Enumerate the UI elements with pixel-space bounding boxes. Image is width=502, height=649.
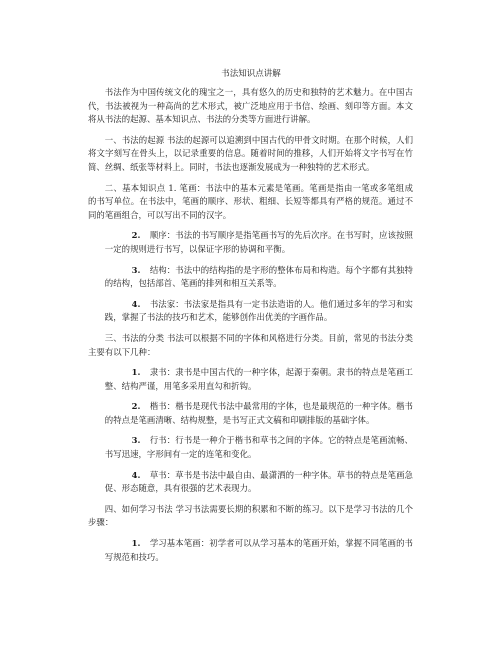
item-text: 草书：草书是书法中最自由、最潇洒的一种字体。草书的特点是笔画急促、形态随意，具有很强的艺术表现力。 — [104, 469, 413, 494]
item-text: 学习基本笔画：初学者可以从学习基本的笔画开始，掌握不同笔画的书写规范和技巧。 — [104, 538, 413, 562]
item-number: 2. — [131, 401, 141, 412]
item-number: 4. — [131, 298, 141, 309]
item-text: 顺序：书法的书写顺序是指笔画书写的先后次序。在书写时，应该按照一定的规则进行书写，以保证字形的协调和平衡。 — [104, 230, 413, 254]
item-number: 4. — [131, 469, 141, 480]
item-text: 行书：行书是一种介于楷书和草书之间的字体。它的特点是笔画流畅、书写迅速，字形间有一定的连笔和变化。 — [104, 435, 413, 460]
basics-item-structure — [88, 264, 413, 291]
item-text: 书法家：书法家是指具有一定书法造诣的人。他们通过多年的学习和实践，掌握了书法的技巧和艺术，能够创作出优美的字画作品。 — [104, 298, 413, 323]
intro-paragraph: 书法作为中国传统文化的瑰宝之一，具有悠久的历史和独特的艺术魅力。在中国古代，书法被视为一种高尚的艺术形式，被广泛地应用于书信、绘画、刻印等方面。本文将从书法的起源、基本知识点、书法的分类等方面进行讲解。 — [88, 87, 413, 125]
category-item-xingshu — [88, 434, 413, 461]
category-item-kaishu — [88, 400, 413, 427]
item-text: 隶书：隶书是中国古代的一种字体，起源于秦朝。隶书的特点是笔画工整、结构严谨，用笔多采用直勾和折钩。 — [104, 367, 413, 391]
basics-item-order — [88, 229, 413, 256]
item-text: 楷书：楷书是现代书法中最常用的字体，也是最规范的一种字体。楷书的特点是笔画清晰、结构规整，是书写正式文稿和印刷排版的基础字体。 — [104, 401, 413, 425]
item-number: 1. — [131, 367, 141, 378]
section-categories-paragraph: 三、书法的分类 书法可以根据不同的字体和风格进行分类。目前，常见的书法分类主要有以下几种： — [88, 332, 413, 357]
learning-item-strokes — [88, 537, 413, 564]
document-body — [88, 86, 413, 571]
item-number: 3. — [131, 264, 141, 275]
category-item-caoshu — [88, 469, 413, 496]
category-item-lishu — [88, 366, 413, 393]
item-text: 结构：书法中的结构指的是字形的整体布局和构造。每个字都有其独特的结构，包括部首、笔画的排列和相互关系等。 — [104, 264, 413, 289]
section-origin-paragraph: 一、书法的起源 书法的起源可以追溯到中国古代的甲骨文时期。在那个时候，人们将文字刻写在骨头上，以记录重要的信息。随着时间的推移，人们开始将文字书写在竹简、丝绸、纸张等材料上。同时，书法也逐渐发展成为一种独特的艺术形式。 — [88, 134, 413, 172]
item-number: 3. — [131, 435, 141, 446]
item-number: 2. — [131, 230, 141, 241]
document-title: 书法知识点讲解 — [221, 69, 281, 79]
basics-item-calligrapher — [88, 298, 413, 325]
section-basics-paragraph: 二、基本知识点 1. 笔画：书法中的基本元素是笔画。笔画是指由一笔或多笔组成的书写单位。在书法中，笔画的顺序、形状、粗细、长短等都具有严格的规范。通过不同的笔画组合，可以写出不同的汉字。 — [88, 182, 413, 220]
item-number: 1. — [131, 538, 141, 549]
section-learning-paragraph: 四、如何学习书法 学习书法需要长期的积累和不断的练习。以下是学习书法的几个步骤： — [88, 503, 413, 528]
